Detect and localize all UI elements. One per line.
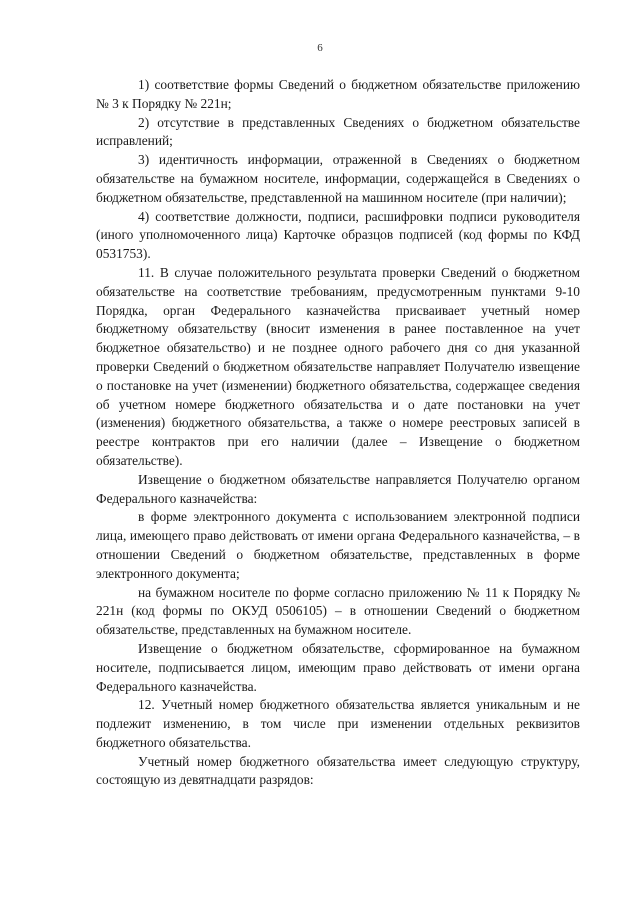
paragraph: Извещение о бюджетном обязательстве, сформированное на бумажном носителе, подписывается лицом, имеющим право действовать от имени органа Федерального казначейства.: [96, 640, 580, 694]
document-body: [96, 76, 580, 790]
paragraph: 11. В случае положительного результата проверки Сведений о бюджетном обязательстве на соответствие требованиям, предусмотренным пунктами 9-10 Порядка, орган Федерального казначейства присваивает учетный номер бюджетному обязательству (вносит изменения в ранее поставленное на учет бюджетное обязательство) и не позднее одного рабочего дня со дня указанной проверки Сведений о бюджетном обязательстве направляет Получателю извещение о постановке на учет (изменении) бюджетного обязательства, содержащее сведения об учетном номере бюджетного обязательства и о дате постановки на учет (изменения) бюджетного обязательства, а также о номере реестровых записей в реестре контрактов при его наличии (далее – Извещение о бюджетном обязательстве).: [96, 264, 580, 468]
paragraph: 12. Учетный номер бюджетного обязательства является уникальным и не подлежит изменению, в том числе при изменении отдельных реквизитов бюджетного обязательства.: [96, 697, 580, 750]
paragraph: 2) отсутствие в представленных Сведениях о бюджетном обязательстве исправлений;: [96, 114, 580, 149]
page-number: 6: [317, 42, 323, 54]
paragraph: 1) соответствие формы Сведений о бюджетном обязательстве приложению № 3 к Порядку № 221н;: [96, 77, 580, 111]
paragraph: 4) соответствие должности, подписи, расшифровки подписи руководителя (иного уполномоченного лица) Карточке образцов подписей (код формы по КФД 0531753).: [96, 208, 580, 262]
paragraph: Извещение о бюджетном обязательстве направляется Получателю органом Федерального казначейства:: [96, 471, 580, 506]
paragraph: в форме электронного документа с использованием электронной подписи лица, имеющего право действовать от имени органа Федерального казначейства, – в отношении Сведений о бюджетном обязательстве, представленных в форме электронного документа;: [96, 509, 580, 581]
paragraph: 3) идентичность информации, отраженной в Сведениях о бюджетном обязательстве на бумажном носителе, информации, содержащейся в Сведениях о бюджетном обязательстве, представленной на машинном носителе (при наличии);: [96, 152, 580, 205]
paragraph: на бумажном носителе по форме согласно приложению № 11 к Порядку № 221н (код формы по ОКУД 0506105) – в отношении Сведений о бюджетном обязательстве, представленных на бумажном носителе.: [96, 584, 580, 638]
paragraph: Учетный номер бюджетного обязательства имеет следующую структуру, состоящую из девятнадцати разрядов:: [96, 753, 580, 788]
